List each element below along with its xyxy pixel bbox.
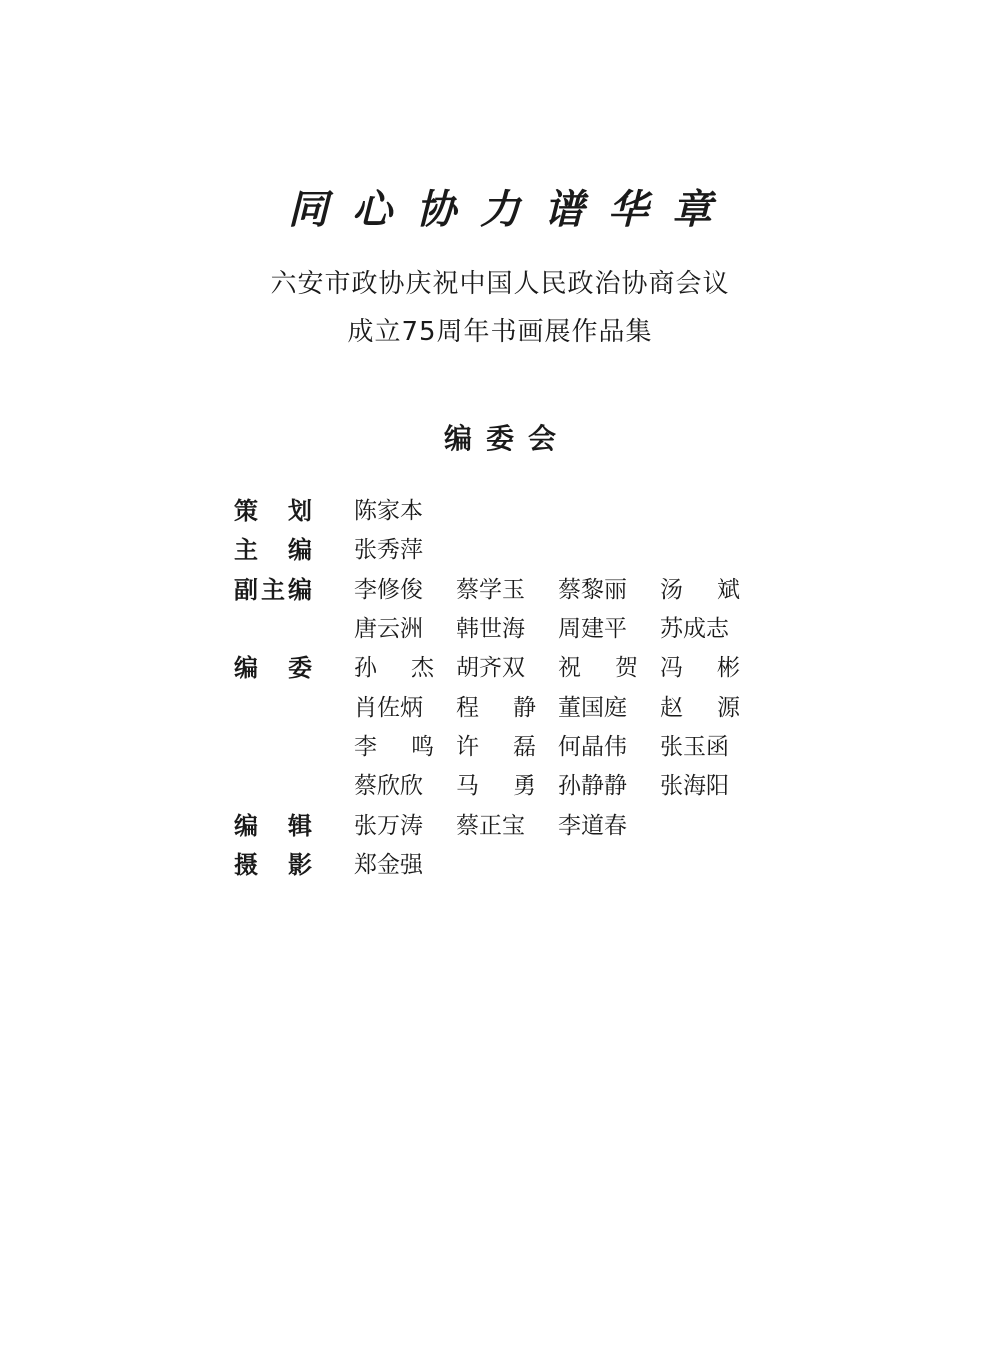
member-name: 赵 源 <box>660 694 740 721</box>
roster-row <box>234 489 774 528</box>
member-name: 张玉函 <box>660 733 729 760</box>
member-name: 张海阳 <box>660 773 729 800</box>
roster-row <box>234 843 774 882</box>
member-name: 陈家本 <box>354 498 423 525</box>
member-name: 冯 彬 <box>660 655 740 682</box>
roster-row <box>234 568 774 607</box>
member-name: 程 静 <box>456 694 536 721</box>
roster-names <box>354 767 762 800</box>
page-title: 同心协力谱华章 <box>288 186 736 233</box>
member-name: 何晶伟 <box>558 733 627 760</box>
member-name: 唐云洲 <box>354 616 423 643</box>
member-name: 孙静静 <box>558 773 627 800</box>
member-name: 张秀萍 <box>354 537 423 564</box>
roster-names <box>354 689 762 722</box>
member-name: 李 鸣 <box>354 733 434 760</box>
roster-row <box>234 607 774 646</box>
member-name: 祝 贺 <box>558 655 638 682</box>
roster-row <box>234 803 774 842</box>
member-name: 汤 斌 <box>660 576 740 603</box>
roster-names <box>354 728 762 761</box>
member-name: 郑金强 <box>354 851 423 878</box>
roster-names <box>354 571 762 604</box>
editorial-roster <box>234 489 774 882</box>
member-name: 韩世海 <box>456 616 525 643</box>
roster-role: 编 委 <box>234 654 312 683</box>
member-name: 周建平 <box>558 616 627 643</box>
roster-row <box>234 685 774 724</box>
committee-heading: 编委会 <box>443 422 570 455</box>
roster-names <box>354 492 456 525</box>
member-name: 蔡正宝 <box>456 812 525 839</box>
member-name: 许 磊 <box>456 733 536 760</box>
roster-role: 编 辑 <box>234 811 312 840</box>
roster-role: 主 编 <box>234 536 312 565</box>
roster-names <box>354 531 456 564</box>
roster-names <box>354 649 762 682</box>
subtitle-line-1: 六安市政协庆祝中国人民政治协商会议 <box>270 269 730 299</box>
roster-names <box>354 846 456 879</box>
member-name: 李道春 <box>558 812 627 839</box>
roster-role: 摄 影 <box>234 850 312 879</box>
roster-names <box>354 807 660 840</box>
member-name: 孙 杰 <box>354 655 434 682</box>
roster-role: 策 划 <box>234 497 312 526</box>
member-name: 胡齐双 <box>456 655 525 682</box>
roster-role: 副 主 编 <box>234 575 312 604</box>
member-name: 蔡黎丽 <box>558 576 627 603</box>
roster-row <box>234 528 774 567</box>
member-name: 苏成志 <box>660 616 729 643</box>
member-name: 马 勇 <box>456 773 536 800</box>
member-name: 李修俊 <box>354 576 423 603</box>
roster-names <box>354 610 762 643</box>
member-name: 董国庭 <box>558 694 627 721</box>
roster-row <box>234 764 774 803</box>
roster-row <box>234 725 774 764</box>
member-name: 蔡学玉 <box>456 576 525 603</box>
member-name: 蔡欣欣 <box>354 773 423 800</box>
roster-row <box>234 646 774 685</box>
member-name: 张万涛 <box>354 812 423 839</box>
member-name: 肖佐炳 <box>354 694 423 721</box>
subtitle-line-2: 成立75周年书画展作品集 <box>347 317 653 347</box>
